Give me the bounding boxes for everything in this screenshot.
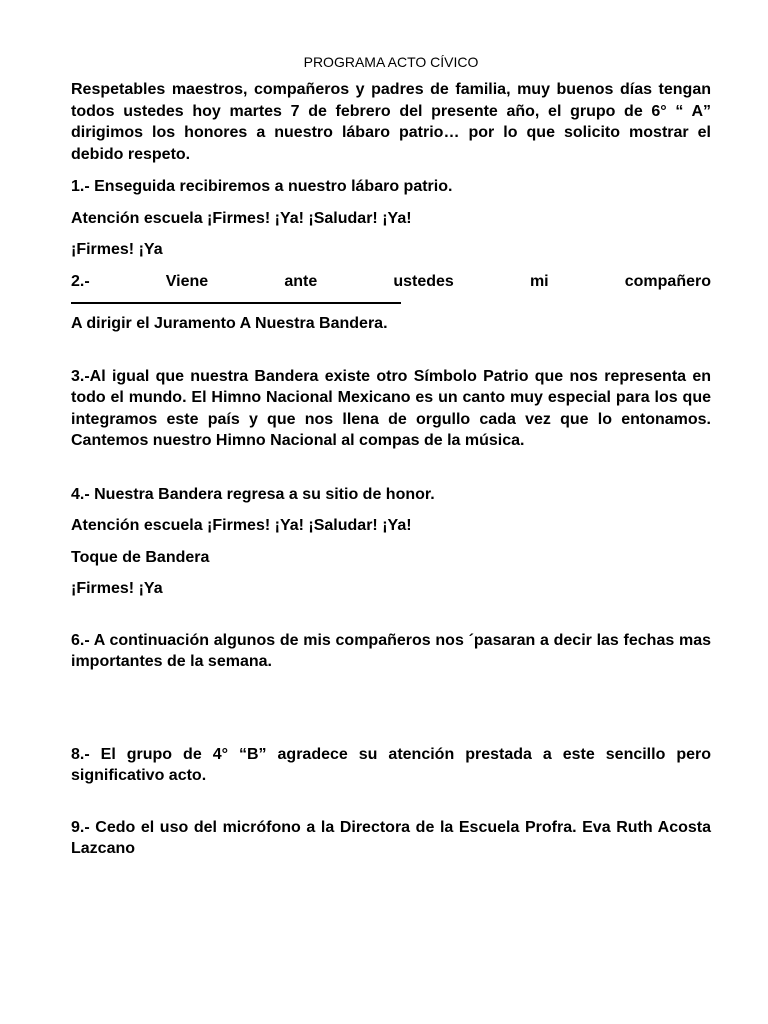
item-2-continuation: A dirigir el Juramento A Nuestra Bandera. xyxy=(71,315,388,332)
firmes-line-2: ¡Firmes! ¡Ya xyxy=(71,580,163,597)
command-line-2: Atención escuela ¡Firmes! ¡Ya! ¡Saludar! ¡Ya! xyxy=(71,517,412,534)
item-1: 1.- Enseguida recibiremos a nuestro lábaro patrio. xyxy=(71,178,453,195)
toque-line: Toque de Bandera xyxy=(71,548,210,566)
item-4: 4.- Nuestra Bandera regresa a su sitio de honor. xyxy=(71,485,435,503)
item-2-word: ustedes xyxy=(393,272,454,290)
item-3: 3.-Al igual que nuestra Bandera existe otro Símbolo Patrio que nos representa en todo el mundo. El Himno Nacional Mexicano es un canto muy especial para los que integramos este país y que nos llena de orgullo cada vez que lo entonamos. Cantemos nuestro Himno Nacional al compas de la música. xyxy=(71,367,711,449)
item-6: 6.- A continuación algunos de mis compañeros nos ´pasaran a decir las fechas mas importantes de la semana. xyxy=(71,631,711,670)
item-9: 9.- Cedo el uso del micrófono a la Directora de la Escuela Profra. Eva Ruth Acosta Lazcano xyxy=(71,818,711,857)
command-line-1: Atención escuela ¡Firmes! ¡Ya! ¡Saludar! ¡Ya! xyxy=(71,209,412,227)
item-8: 8.- El grupo de 4° “B” agradece su atención prestada a este sencillo pero significativo acto. xyxy=(71,745,711,784)
item-2-line xyxy=(71,271,711,293)
item-2-word: Viene xyxy=(165,272,209,290)
item-2-word: 2.- xyxy=(71,272,90,290)
item-2-word: mi xyxy=(529,272,549,290)
intro-paragraph: Respetables maestros, compañeros y padres de familia, muy buenos días tengan todos ustedes hoy martes 7 de febrero del presente año, el grupo de 6° “ A” dirigimos los honores a nuestro lábaro patrio… por lo que solicito mostrar el debido respeto. xyxy=(71,81,711,163)
document-page xyxy=(71,54,711,860)
firmes-line-1: ¡Firmes! ¡Ya xyxy=(71,241,163,258)
item-2 xyxy=(71,271,711,305)
item-2-word: ante xyxy=(284,272,318,290)
document-title: PROGRAMA ACTO CÍVICO xyxy=(303,54,479,70)
name-blank-line xyxy=(71,292,401,304)
item-2-word: compañero xyxy=(624,272,711,290)
